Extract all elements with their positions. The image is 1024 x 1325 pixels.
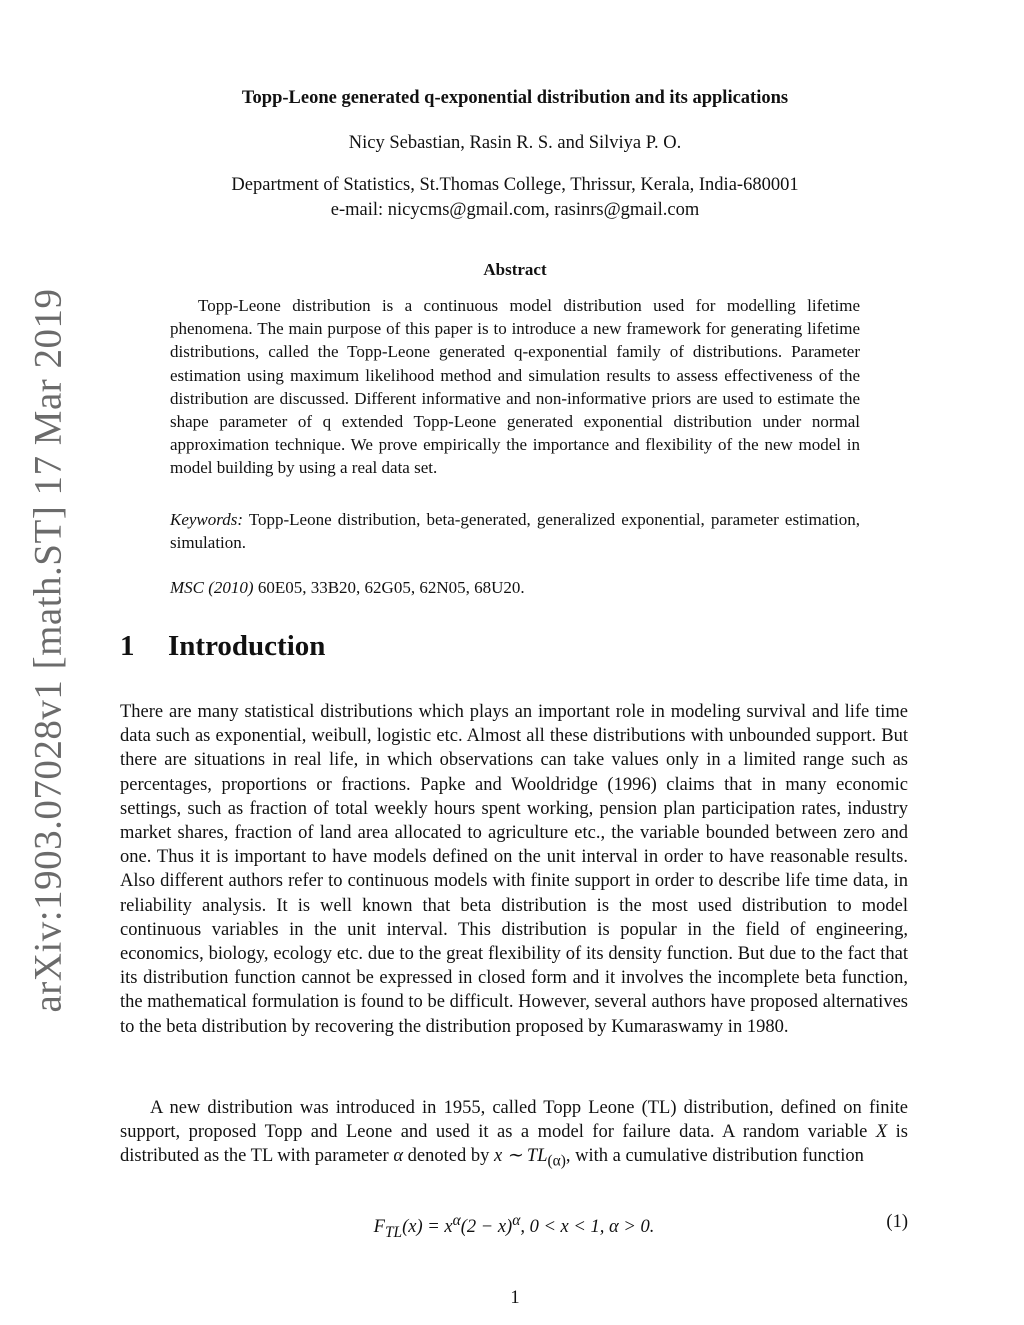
equation-1 xyxy=(120,1212,908,1240)
p2-text-start: A new distribution was introduced in 1955, called Topp Leone (TL) distribution, defined on finite support, proposed Topp and Leone and used it as a model for failure data. A random variable xyxy=(120,1098,908,1143)
keywords-text: Topp-Leone distribution, beta-generated, generalized exponential, parameter estimation, simulation. xyxy=(170,510,860,553)
affiliation: Department of Statistics, St.Thomas College, Thrissur, Kerala, India-680001 xyxy=(231,175,799,195)
eq-factor: (2 − x) xyxy=(460,1217,513,1238)
eq-function: F xyxy=(373,1217,385,1238)
keywords-line xyxy=(170,508,860,554)
paper-title: Topp-Leone generated q-exponential distribution and its applications xyxy=(241,88,789,108)
page-number: 1 xyxy=(510,1288,520,1308)
p2-notation-subscript: (α) xyxy=(547,1153,566,1171)
eq-exponent-2: α xyxy=(512,1212,521,1229)
arxiv-identifier-text: arXiv:1903.07028v1 [math.ST] 17 Mar 2019 xyxy=(26,287,70,1013)
section-heading xyxy=(120,630,325,663)
arxiv-identifier-stamp xyxy=(18,287,78,1013)
msc-label: MSC (2010) xyxy=(170,578,254,597)
intro-paragraph-2 xyxy=(120,1096,908,1174)
affiliation-block xyxy=(120,173,910,223)
eq-exponent-1: α xyxy=(452,1212,461,1229)
abstract-body: Topp-Leone distribution is a continuous model distribution used for modelling lifetime phenomena. The main purpose of this paper is to introduce a new framework for generating lifetime distributions, called the Topp-Leone generated q-exponential family of distributions. Parameter estimation using maximum likelihood method and simulation results to assess effectiveness of the distribution are discussed. Different informative and non-informative priors are used to estimate the shape parameter of q extended Topp-Leone generated exponential distribution under normal approximation technique. We prove empirically the importance and flexibility of the new model in model building by using a real data set. xyxy=(170,296,860,478)
keywords-label: Keywords: xyxy=(170,510,244,529)
msc-codes: 60E05, 33B20, 62G05, 62N05, 68U20. xyxy=(257,578,525,597)
eq-function-subscript: TL xyxy=(384,1223,403,1241)
intro-paragraph-1: There are many statistical distributions which plays an important role in modeling survival and life time data such as exponential, weibull, logistic etc. Almost all these distributions with unbounded support. But there are situations in real life, in which observations can take values only in a limited range such as percentages, proportions or fractions. Papke and Wooldridge (1996) claims that in many economic settings, such as fraction of total weekly hours spent working, pension plan participation rates, industry market shares, fraction of land area allocated to agriculture etc., the variable bounded between zero and one. Thus it is important to have models defined on the unit interval in order to have reasonable results. Also different authors refer to continuous models with finite support in order to describe life time data, in reliability analysis. It is well known that beta distribution is the most used distribution to model continuous variables in the unit interval. This distribution is popular in the field of engineering, economics, biology, ecology etc. due to the great flexibility of its density function. But due to the fact that its distribution function cannot be expressed in closed form and it involves the incomplete beta function, the mathematical formulation is found to be difficult. However, several authors have proposed alternatives to the beta distribution by recovering the distribution proposed by Kumaraswamy in 1980. xyxy=(120,702,908,1037)
equation-body xyxy=(120,1212,908,1242)
p2-variable: X xyxy=(875,1122,888,1143)
author-list: Nicy Sebastian, Rasin R. S. and Silviya P. O. xyxy=(348,133,682,153)
eq-conditions: , 0 < x < 1, α > 0. xyxy=(520,1217,655,1238)
eq-argument: (x) = x xyxy=(402,1217,453,1238)
msc-line xyxy=(170,576,860,599)
equation-number: (1) xyxy=(886,1212,908,1232)
abstract-heading: Abstract xyxy=(483,260,547,279)
email-line: e-mail: nicycms@gmail.com, rasinrs@gmail.com xyxy=(330,200,700,220)
p2-parameter: α xyxy=(393,1146,404,1167)
p2-text-end: , with a cumulative distribution function xyxy=(565,1146,864,1167)
p2-notation: x ∼ TL xyxy=(493,1146,548,1167)
section-number: 1 xyxy=(120,630,135,662)
section-title: Introduction xyxy=(168,630,326,662)
p2-text-mid2: denoted by xyxy=(403,1146,494,1167)
p2-text-mid: is distributed as the TL with parameter xyxy=(120,1122,908,1167)
